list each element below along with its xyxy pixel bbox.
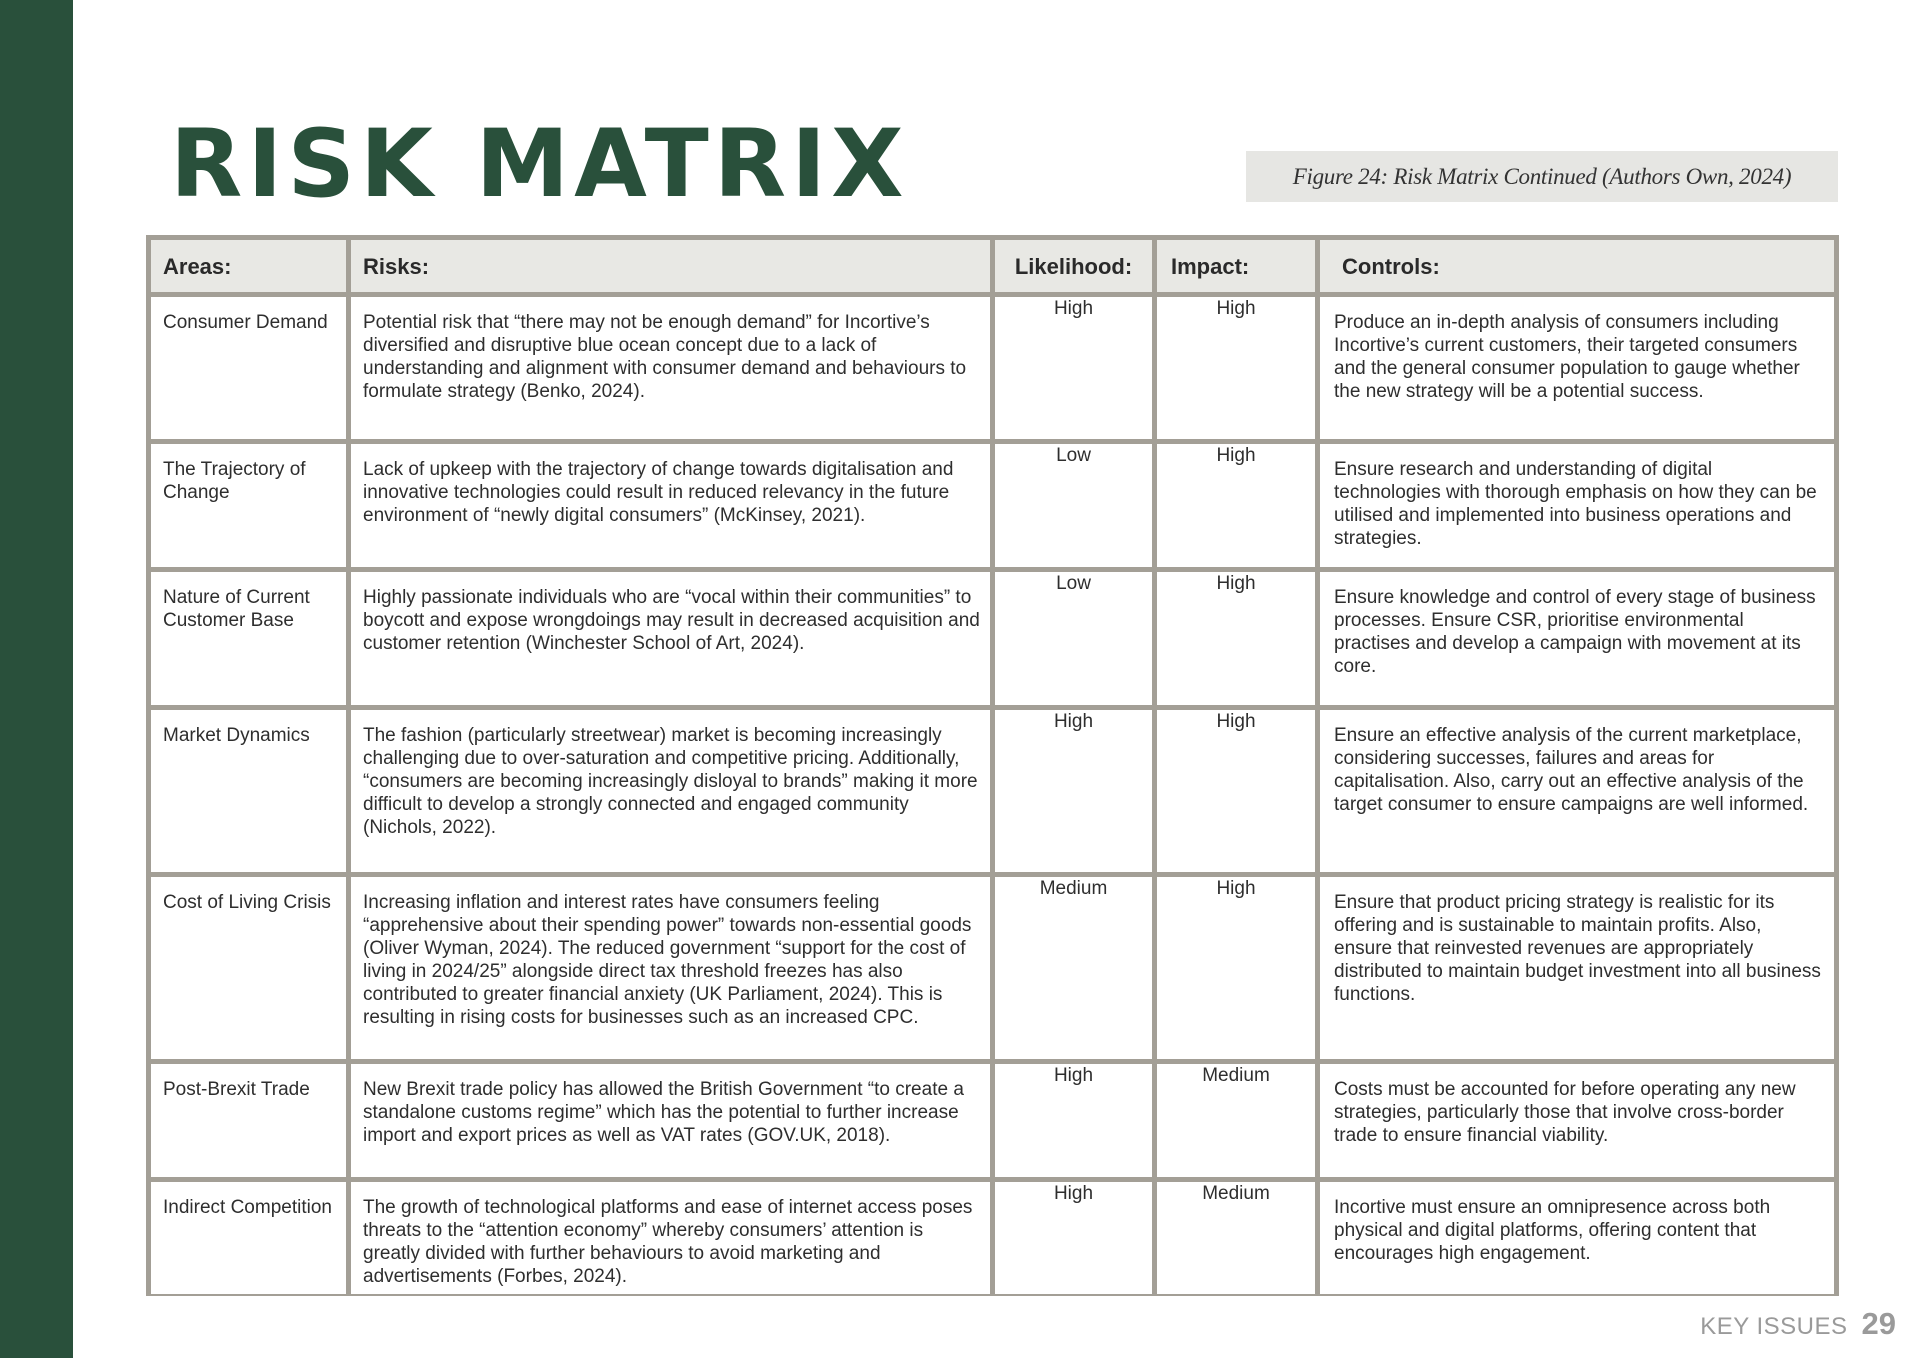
header-likelihood: Likelihood: [995,240,1152,292]
likelihood-cell: Low [995,572,1152,705]
likelihood-cell: Medium [995,877,1152,1059]
area-cell: Market Dynamics [151,710,346,872]
controls-cell: Ensure that product pricing strategy is realistic for its offering and is sustainable to maintain profits. Also, ensure that reinvested revenues are appropriately distributed to maintain budget investment into all business functions. [1320,877,1834,1059]
controls-cell: Incortive must ensure an omnipresence across both physical and digital platforms, offering content that encourages high engagement. [1320,1182,1834,1294]
controls-cell: Produce an in-depth analysis of consumers including Incortive’s current customers, their targeted consumers and the general consumer population to gauge whether the new strategy will be a potential success. [1320,297,1834,439]
impact-cell: Medium [1157,1182,1315,1294]
risk-cell: New Brexit trade policy has allowed the British Government “to create a standalone customs regime” which has the potential to further increase import and export prices as well as VAT rates (GOV.UK, 2018). [351,1064,990,1177]
risk-cell: The fashion (particularly streetwear) market is becoming increasingly challenging due to over-saturation and competitive pricing. Additionally, “consumers are becoming increasingly disloyal to brands” making it more difficult to develop a strongly connected and engaged community (Nichols, 2022). [351,710,990,872]
table-row [151,1064,1834,1177]
likelihood-cell: High [995,297,1152,439]
page-footer [1700,1306,1896,1342]
table-row [151,444,1834,567]
area-cell: Consumer Demand [151,297,346,439]
table-row [151,1182,1834,1294]
likelihood-cell: High [995,1064,1152,1177]
impact-cell: Medium [1157,1064,1315,1177]
impact-cell: High [1157,710,1315,872]
likelihood-cell: High [995,1182,1152,1294]
impact-cell: High [1157,572,1315,705]
area-cell: Post-Brexit Trade [151,1064,346,1177]
header-areas: Areas: [151,240,346,292]
figure-caption: Figure 24: Risk Matrix Continued (Authors Own, 2024) [1246,151,1838,202]
area-cell: Nature of Current Customer Base [151,572,346,705]
footer-section-label: KEY ISSUES [1700,1313,1848,1340]
table-row [151,297,1834,439]
impact-cell: High [1157,444,1315,567]
risk-cell: Lack of upkeep with the trajectory of change towards digitalisation and innovative technologies could result in reduced relevancy in the future environment of “newly digital consumers” (McKinsey, 2021). [351,444,990,567]
risk-cell: Highly passionate individuals who are “vocal within their communities” to boycott and expose wrongdoings may result in decreased acquisition and customer retention (Winchester School of Art, 2024). [351,572,990,705]
risk-cell: Potential risk that “there may not be enough demand” for Incortive’s diversified and disruptive blue ocean concept due to a lack of understanding and alignment with consumer demand and behaviours to formulate strategy (Benko, 2024). [351,297,990,439]
page-number: 29 [1861,1306,1896,1341]
controls-cell: Ensure knowledge and control of every stage of business processes. Ensure CSR, prioritise environmental practises and develop a campaign with movement at its core. [1320,572,1834,705]
area-cell: Cost of Living Crisis [151,877,346,1059]
risk-matrix [146,235,1839,1296]
impact-cell: High [1157,297,1315,439]
likelihood-cell: High [995,710,1152,872]
header-impact: Impact: [1157,240,1315,292]
table-row [151,710,1834,872]
controls-cell: Ensure an effective analysis of the current marketplace, considering successes, failures and areas for capitalisation. Also, carry out an effective analysis of the target consumer to ensure campaigns are well informed. [1320,710,1834,872]
controls-cell: Costs must be accounted for before operating any new strategies, particularly those that involve cross-border trade to ensure financial viability. [1320,1064,1834,1177]
risk-cell: Increasing inflation and interest rates have consumers feeling “apprehensive about their spending power” towards non-essential goods (Oliver Wyman, 2024). The reduced government “support for the cost of living in 2024/25” alongside direct tax threshold freezes has also contributed to greater financial anxiety (UK Parliament, 2024). This is resulting in rising costs for businesses such as an increased CPC. [351,877,990,1059]
area-cell: The Trajectory of Change [151,444,346,567]
header-controls: Controls: [1320,240,1834,292]
table-row [151,572,1834,705]
header-risks: Risks: [351,240,990,292]
table-header-row [151,240,1834,292]
page-title: RISK MATRIX [170,110,909,219]
controls-cell: Ensure research and understanding of digital technologies with thorough emphasis on how they can be utilised and implemented into business operations and strategies. [1320,444,1834,567]
risk-matrix-table [146,235,1839,1299]
side-accent-bar [0,0,73,1358]
area-cell: Indirect Competition [151,1182,346,1294]
impact-cell: High [1157,877,1315,1059]
likelihood-cell: Low [995,444,1152,567]
table-row [151,877,1834,1059]
risk-cell: The growth of technological platforms and ease of internet access poses threats to the “attention economy” whereby consumers’ attention is greatly divided with further behaviours to avoid marketing and advertisements (Forbes, 2024). [351,1182,990,1294]
